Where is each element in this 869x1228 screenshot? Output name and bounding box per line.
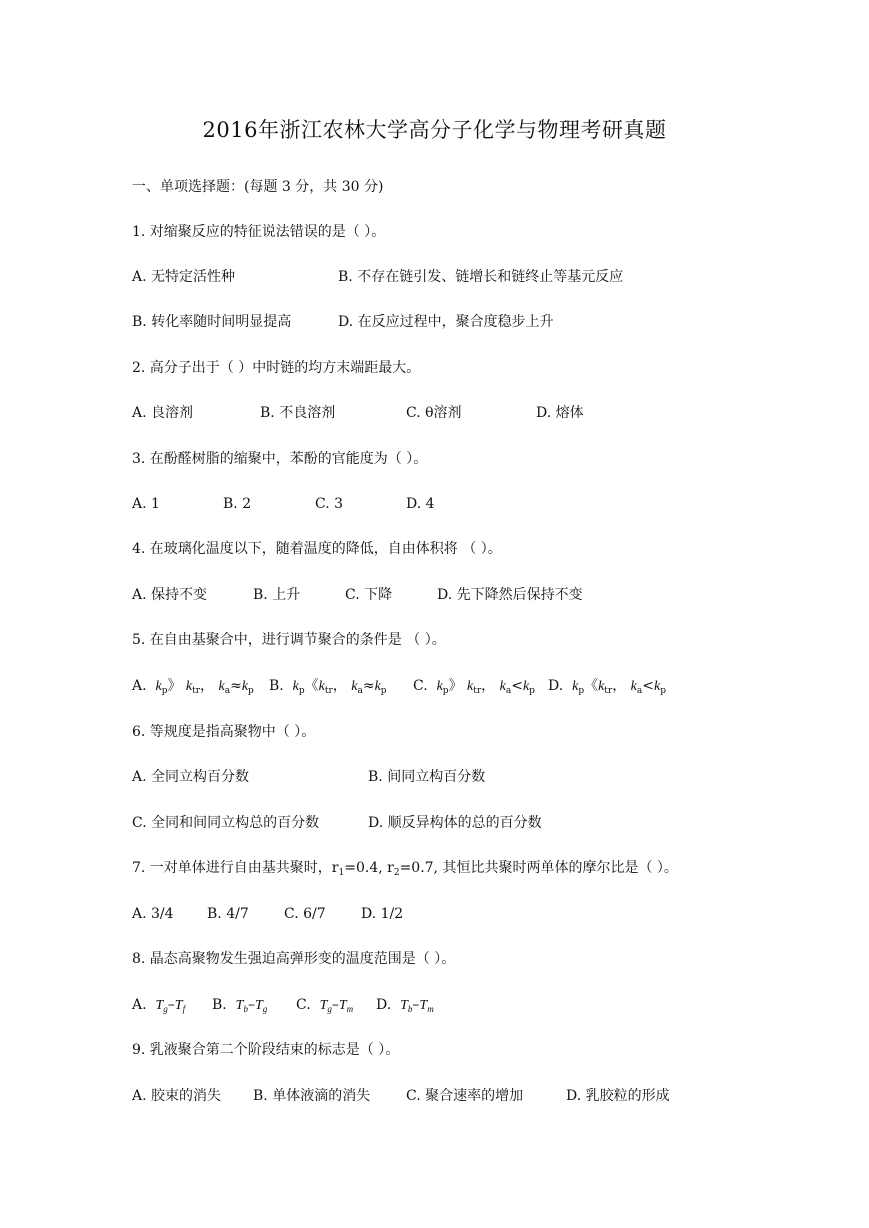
question-4-option-d: D. 先下降然后保持不变 <box>437 587 583 603</box>
question-1-option-d: D. 在反应过程中，聚合度稳步上升 <box>338 314 554 330</box>
question-3-option-b: B. 2 <box>223 496 252 512</box>
question-6-option-a: A. 全同立构百分数 <box>132 769 250 785</box>
question-5-option-a: A. $k_p$》 $k_{tr}$， $k_a\approx k_p$ <box>132 678 254 696</box>
question-1-option-b: B. 不存在链引发、链增长和链终止等基元反应 <box>338 269 624 285</box>
question-7-option-c: C. 6/7 <box>284 906 326 922</box>
question-3-option-a: A. 1 <box>132 496 160 512</box>
question-6-option-d: D. 顺反异构体的总的百分数 <box>368 815 542 831</box>
question-5-stem: 5. 在自由基聚合中，进行调节聚合的条件是 （ ）。 <box>132 632 446 648</box>
question-4-option-a: A. 保持不变 <box>132 587 208 603</box>
question-2-option-c: C. θ溶剂 <box>406 405 462 421</box>
question-4-stem: 4. 在玻璃化温度以下，随着温度的降低，自由体积将 （ ）。 <box>132 541 502 557</box>
section-heading: 一、单项选择题：(每题 3 分，共 30 分) <box>132 179 384 195</box>
question-2-stem: 2. 高分子出于（ ）中时链的均方末端距最大。 <box>132 360 421 376</box>
question-7-option-b: B. 4/7 <box>207 906 249 922</box>
question-5-option-b: B. $k_p$《$k_{tr}$， $k_a\approx k_p$ <box>269 678 387 696</box>
question-9-option-d: D. 乳胶粒的形成 <box>566 1088 670 1104</box>
page-title: 2016年浙江农林大学高分子化学与物理考研真题 <box>202 118 667 142</box>
question-4-option-b: B. 上升 <box>253 587 301 603</box>
question-8-option-d: D. $T_b-T_m$ <box>376 997 434 1014</box>
question-6-option-c: C. 全同和间同立构总的百分数 <box>132 815 320 831</box>
question-8-stem: 8. 晶态高聚物发生强迫高弹形变的温度范围是（ ）。 <box>132 951 456 967</box>
question-5-option-c: C. $k_p$》 $k_{tr}$， $k_a<k_p$ <box>413 678 535 696</box>
question-8-option-b: B. $T_b-T_g$ <box>212 997 268 1014</box>
question-9-option-b: B. 单体液滴的消失 <box>253 1088 371 1104</box>
question-1-option-a: A. 无特定活性种 <box>132 269 236 285</box>
question-9-stem: 9. 乳液聚合第二个阶段结束的标志是（ ）。 <box>132 1042 400 1058</box>
question-9-option-c: C. 聚合速率的增加 <box>406 1088 524 1104</box>
question-2-option-d: D. 熔体 <box>536 405 584 421</box>
question-9-option-a: A. 胶束的消失 <box>132 1088 222 1104</box>
question-6-stem: 6. 等规度是指高聚物中（ ）。 <box>132 724 316 740</box>
question-3-option-d: D. 4 <box>406 496 435 512</box>
question-3-option-c: C. 3 <box>315 496 344 512</box>
question-1-stem: 1. 对缩聚反应的特征说法错误的是（ ）。 <box>132 224 386 240</box>
question-7-stem: 7. 一对单体进行自由基共聚时，$r_1=0.4$, $r_2=0.7$, 其恒比共聚时两单体的摩尔比是（ ）。 <box>132 860 678 878</box>
question-1-option-c: B. 转化率随时间明显提高 <box>132 314 292 330</box>
question-3-stem: 3. 在酚醛树脂的缩聚中，苯酚的官能度为（ ）。 <box>132 451 428 467</box>
question-2-option-a: A. 良溶剂 <box>132 405 194 421</box>
question-7-option-d: D. 1/2 <box>361 906 404 922</box>
question-2-option-b: B. 不良溶剂 <box>260 405 336 421</box>
question-8-option-a: A. $T_g-T_f$ <box>132 997 186 1014</box>
question-8-option-c: C. $T_g-T_m$ <box>296 997 354 1014</box>
question-7-option-a: A. 3/4 <box>132 906 174 922</box>
question-6-option-b: B. 间同立构百分数 <box>368 769 486 785</box>
question-5-option-d: D. $k_p$《$k_{tr}$， $k_a<k_p$ <box>548 678 666 696</box>
question-4-option-c: C. 下降 <box>345 587 393 603</box>
